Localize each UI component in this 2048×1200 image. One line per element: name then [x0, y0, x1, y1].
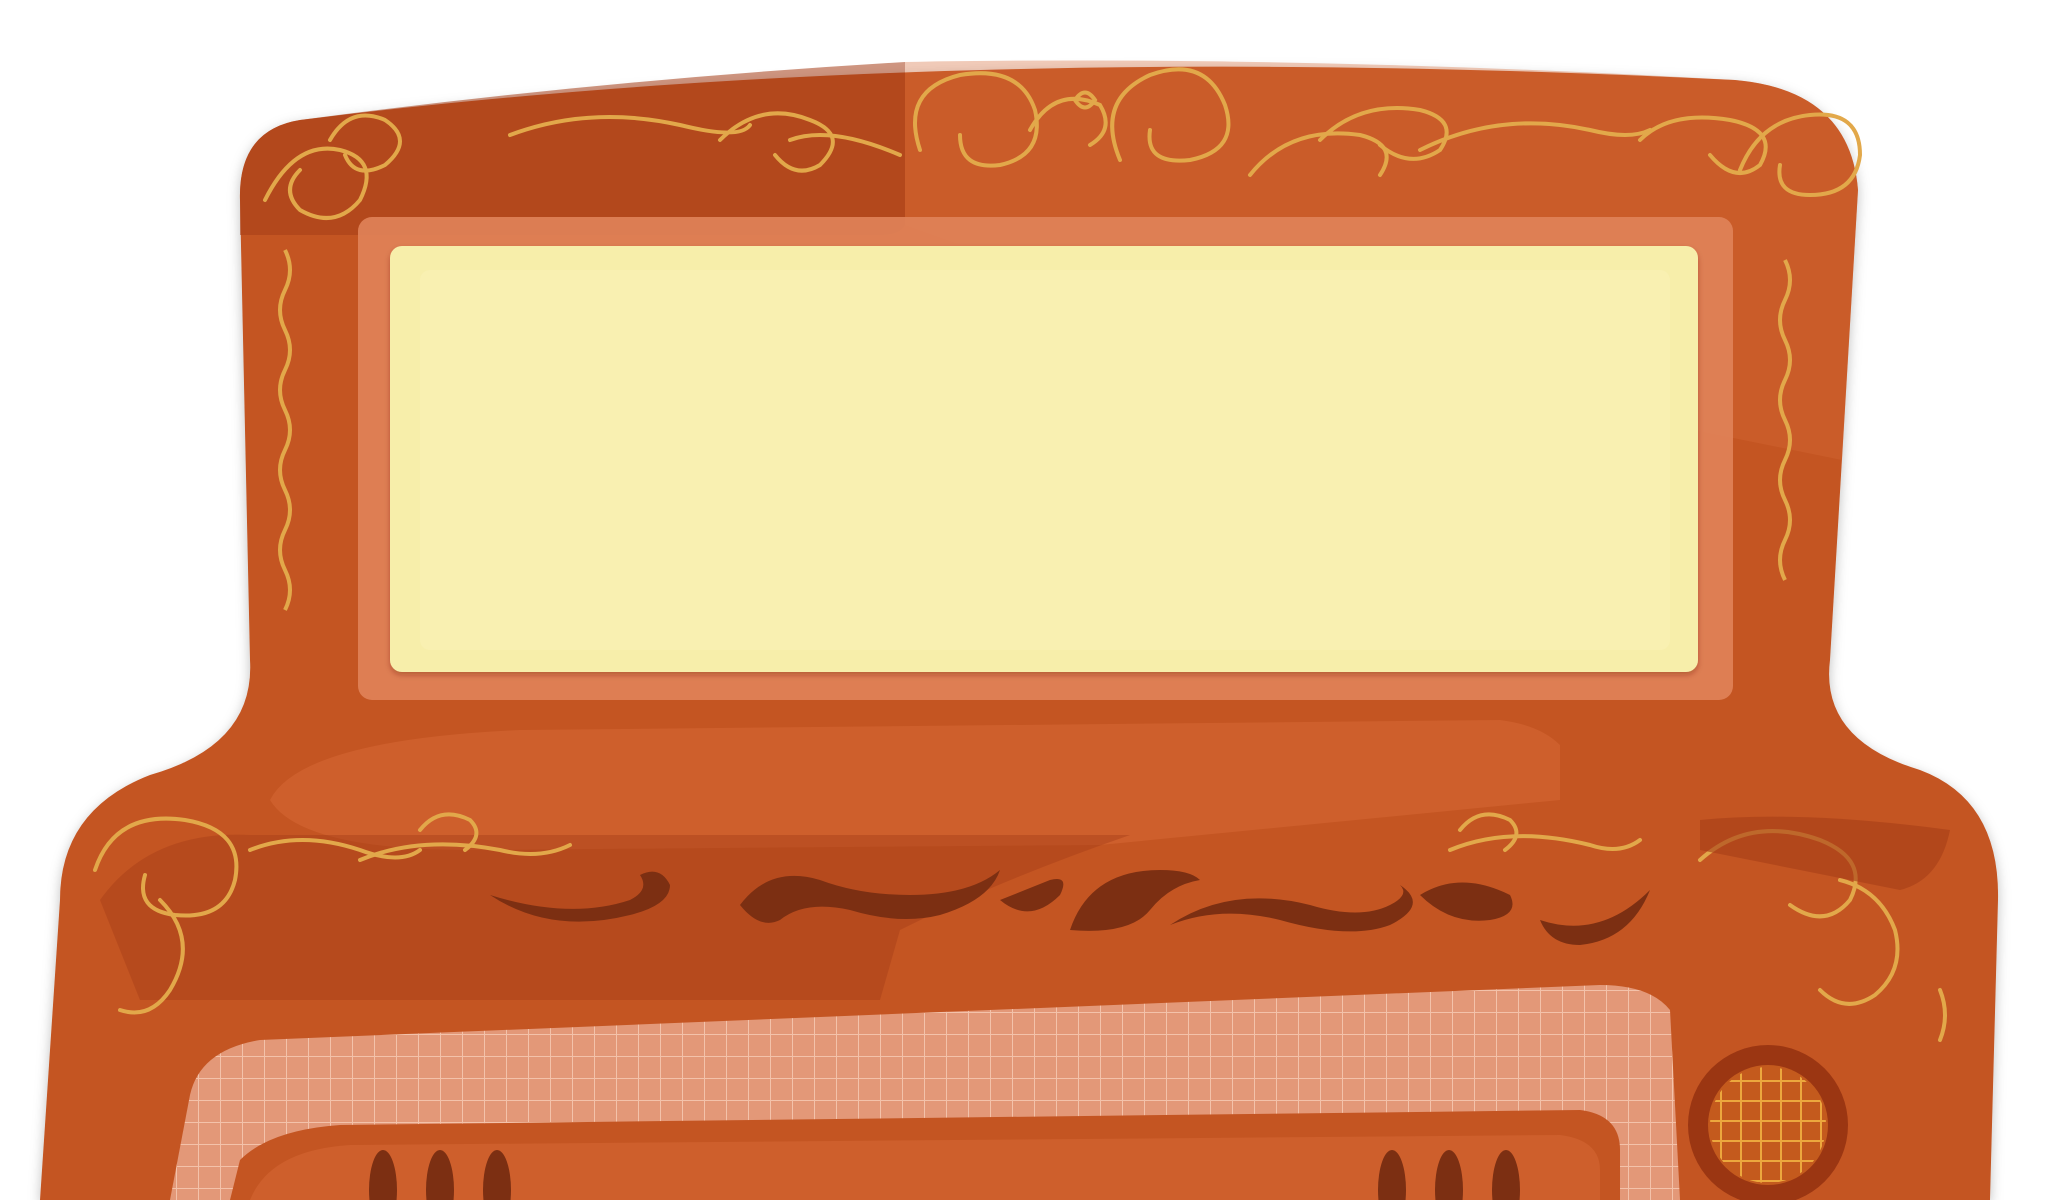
- radio-knob-icon: [1710, 1067, 1826, 1183]
- radio-knob[interactable]: [1688, 1045, 1848, 1200]
